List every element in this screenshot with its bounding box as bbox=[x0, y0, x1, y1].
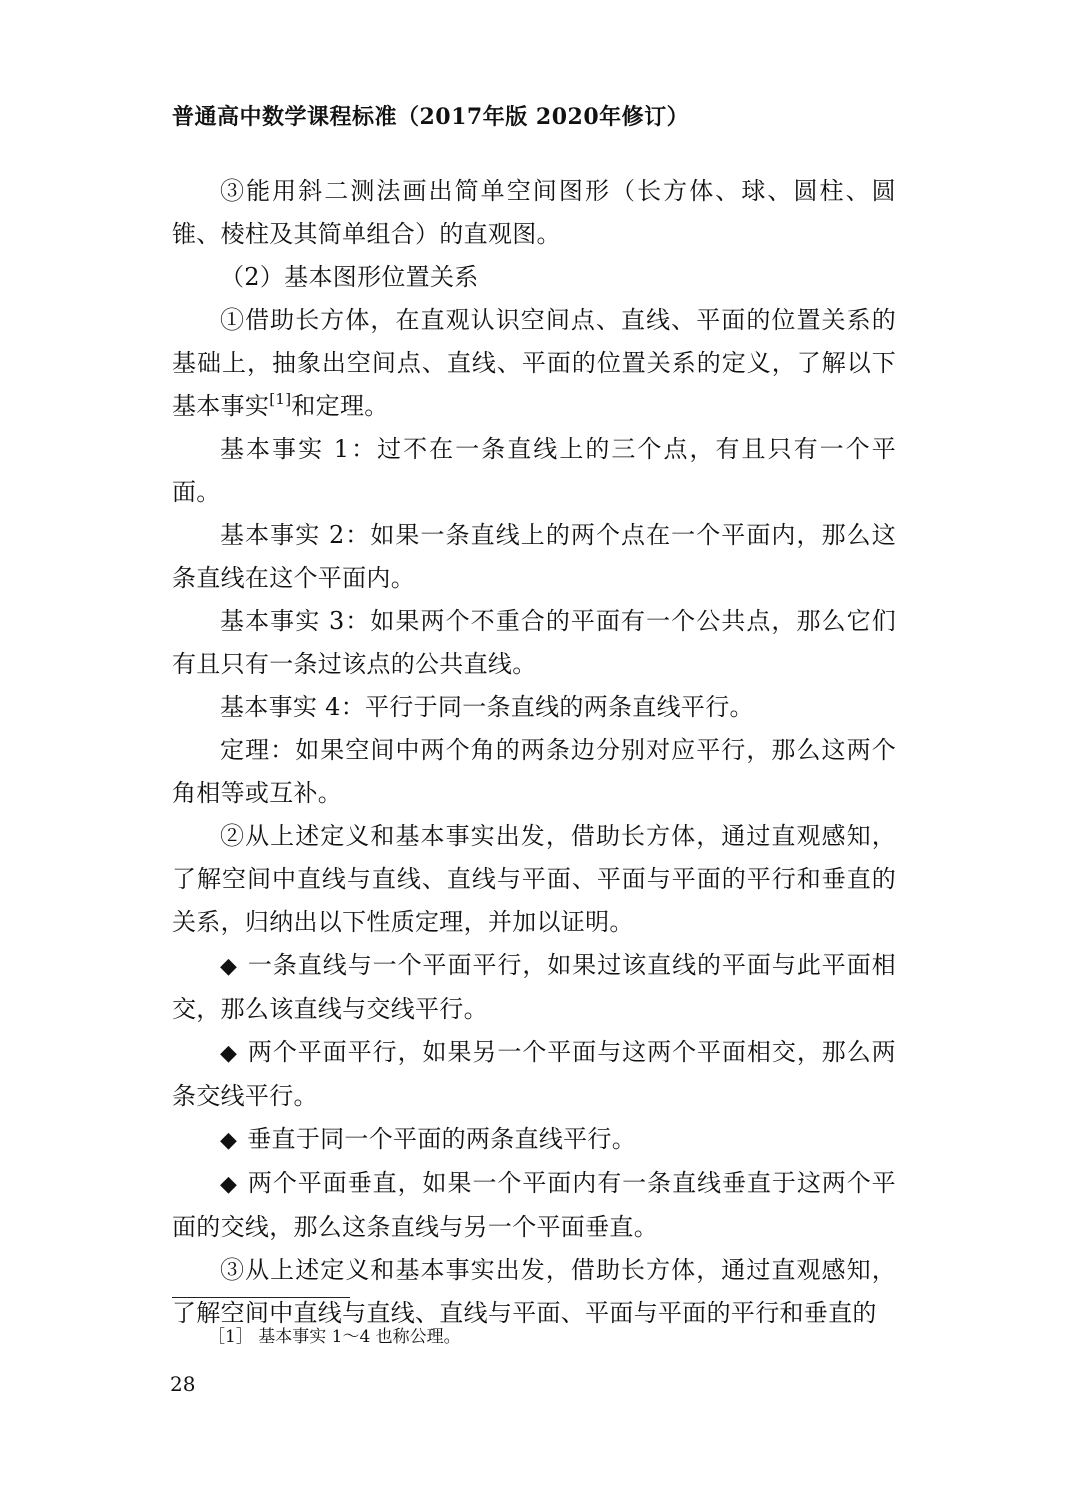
bullet-item bbox=[172, 944, 896, 1031]
paragraph-continued: ③从上述定义和基本事实出发，借助长方体，通过直观感知，了解空间中直线与直线、直线与平面、平面与平面的平行和垂直的 bbox=[172, 1256, 896, 1327]
bullet-text: 垂直于同一个平面的两条直线平行。 bbox=[247, 1125, 637, 1153]
basic-fact-2: 基本事实 2：如果一条直线上的两个点在一个平面内，那么这条直线在这个平面内。 bbox=[172, 521, 896, 592]
bullet-text: 一条直线与一个平面平行，如果过该直线的平面与此平面相交，那么该直线与交线平行。 bbox=[172, 951, 896, 1023]
diamond-bullet-icon: ◆ bbox=[220, 1172, 238, 1197]
basic-fact-3: 基本事实 3：如果两个不重合的平面有一个公共点，那么它们有且只有一条过该点的公共直线。 bbox=[172, 607, 896, 678]
body-text bbox=[172, 170, 896, 1335]
bullet-item bbox=[172, 1162, 896, 1249]
bullet-item bbox=[172, 1031, 896, 1118]
bullet-text: 两个平面垂直，如果一个平面内有一条直线垂直于这两个平面的交线，那么这条直线与另一个平面垂直。 bbox=[172, 1169, 896, 1241]
bullet-item bbox=[172, 1118, 896, 1162]
diamond-bullet-icon: ◆ bbox=[220, 1041, 238, 1066]
page-header-title: 普通高中数学课程标准（2017年版 2020年修订） bbox=[172, 104, 690, 130]
theorem: 定理：如果空间中两个角的两条边分别对应平行，那么这两个角相等或互补。 bbox=[172, 736, 896, 807]
paragraph-oblique-drawing: ③能用斜二测法画出简单空间图形（长方体、球、圆柱、圆锥、棱柱及其简单组合）的直观图。 bbox=[172, 177, 896, 248]
diamond-bullet-icon: ◆ bbox=[220, 954, 238, 979]
footnote-divider bbox=[172, 1297, 350, 1298]
page-number: 28 bbox=[170, 1372, 196, 1396]
paragraph-definitions-tail: 和定理。 bbox=[291, 392, 389, 420]
basic-fact-4: 基本事实 4：平行于同一条直线的两条直线平行。 bbox=[220, 693, 754, 721]
paragraph-definitions bbox=[172, 299, 896, 428]
section-heading-basic-positions: （2）基本图形位置关系 bbox=[220, 263, 479, 291]
footnote: ［1］ 基本事实 1～4 也称公理。 bbox=[208, 1327, 461, 1347]
basic-fact-1: 基本事实 1：过不在一条直线上的三个点，有且只有一个平面。 bbox=[172, 435, 896, 506]
footnote-reference[interactable]: [1] bbox=[269, 390, 292, 408]
bullet-text: 两个平面平行，如果另一个平面与这两个平面相交，那么两条交线平行。 bbox=[172, 1038, 896, 1110]
diamond-bullet-icon: ◆ bbox=[220, 1128, 238, 1153]
paragraph-definitions-text: ①借助长方体，在直观认识空间点、直线、平面的位置关系的基础上，抽象出空间点、直线、平面的位置关系的定义，了解以下基本事实 bbox=[172, 306, 896, 420]
paragraph-properties-intro: ②从上述定义和基本事实出发，借助长方体，通过直观感知，了解空间中直线与直线、直线与平面、平面与平面的平行和垂直的关系，归纳出以下性质定理，并加以证明。 bbox=[172, 822, 896, 936]
